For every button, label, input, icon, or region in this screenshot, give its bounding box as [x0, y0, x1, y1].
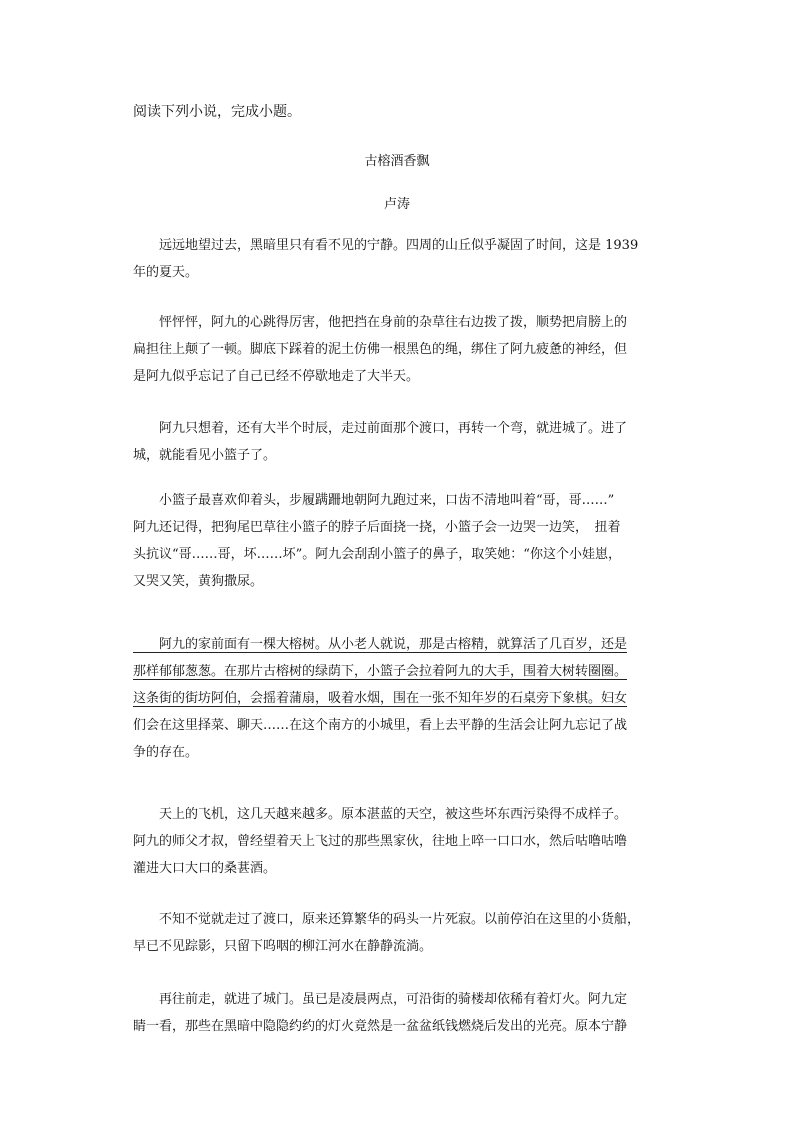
text-line: 又哭又笑，黄狗撒尿。 [133, 574, 264, 589]
text-line: 争的存在。 [133, 745, 199, 760]
paragraph-5 [133, 631, 673, 766]
text-line: 灌进大口大口的桑葚酒。 [133, 861, 277, 876]
story-title: 古榕酒香飘 [364, 154, 430, 169]
text-line-underlined [133, 685, 673, 712]
text-line: 不知不觉就走过了渡口，原来还算繁华的码头一片死寂。以前停泊在这里的小货船， [133, 912, 641, 927]
paragraph-3 [133, 415, 673, 469]
text-line: 怦怦怦，阿九的心跳得厉害，他把挡在身前的杂草往右边拨了拨，顺势把肩膀上的 [133, 315, 628, 330]
text-line: 早已不见踪影，只留下呜咽的柳江河水在静静流淌。 [133, 939, 433, 954]
text-line: 远远地望过去，黑暗里只有看不见的宁静。四周的山丘似乎凝固了时间，这是 1939 [133, 238, 639, 253]
paragraph-7 [133, 906, 673, 960]
underlined-text: 那样郁郁葱葱。在那片古榕树的绿荫下，小篮子会拉着阿九的大手，围着大树转圈圈。 [133, 664, 628, 679]
text-line: 阿九的师父才叔，曾经望着天上飞过的那些黑家伙，往地上啐一口口水，然后咕噜咕噜 [133, 834, 628, 849]
text-line: 年的夏天。 [133, 265, 199, 280]
text-line: 小篮子最喜欢仰着头，步履蹒跚地朝阿九跑过来，口齿不清地叫着“哥，哥……” [133, 493, 615, 508]
underlined-text: 阿九的家前面有一棵大榕树。从小老人就说，那是古榕精，就算活了几百岁，还是 [133, 637, 628, 652]
text-line: 们会在这里择菜、聊天……在这个南方的小城里，看上去平静的生活会让阿九忘记了战 [133, 718, 628, 733]
text-line: 扁担往上颠了一顿。脚底下踩着的泥土仿佛一根黑色的绳，绑住了阿九疲惫的神经，但 [133, 342, 628, 357]
underlined-text: 这条街的街坊阿伯，会摇着蒲扇，吸着水烟，围在一张不知年岁的石桌旁下象棋。妇女 [133, 691, 628, 706]
text-line-underlined [133, 658, 673, 685]
paragraph-1 [133, 232, 673, 286]
text-line: 城，就能看见小篮子了。 [133, 448, 277, 463]
instruction-text: 阅读下列小说，完成小题。 [133, 104, 301, 120]
text-line: 阿九还记得，把狗尾巴草往小篮子的脖子后面挠一挠，小篮子会一边哭一边笑， 扭着 [133, 520, 621, 535]
paragraph-2 [133, 309, 673, 390]
text-line: 再往前走，就进了城门。虽已是凌晨两点，可沿街的骑楼却依稀有着灯火。阿九定 [133, 992, 628, 1007]
story-author: 卢涛 [383, 197, 410, 212]
paragraph-4 [133, 487, 673, 595]
text-line: 阿九只想着，还有大半个时辰，走过前面那个渡口，再转一个弯，就进城了。进了 [133, 421, 628, 436]
paragraph-8 [133, 986, 673, 1040]
text-line: 睛一看，那些在黑暗中隐隐约约的灯火竟然是一盆盆纸钱燃烧后发出的光亮。原本宁静 [133, 1019, 628, 1034]
text-line: 头抗议“哥……哥，坏……坏”。阿九会刮刮小篮子的鼻子，取笑她：“你这个小娃崽， [133, 547, 621, 562]
paragraph-6 [133, 801, 673, 882]
text-line-underlined [133, 631, 673, 658]
text-line: 是阿九似乎忘记了自己已经不停歇地走了大半天。 [133, 369, 420, 384]
text-line: 天上的飞机，这几天越来越多。原本湛蓝的天空，被这些坏东西污染得不成样子。 [133, 807, 628, 822]
